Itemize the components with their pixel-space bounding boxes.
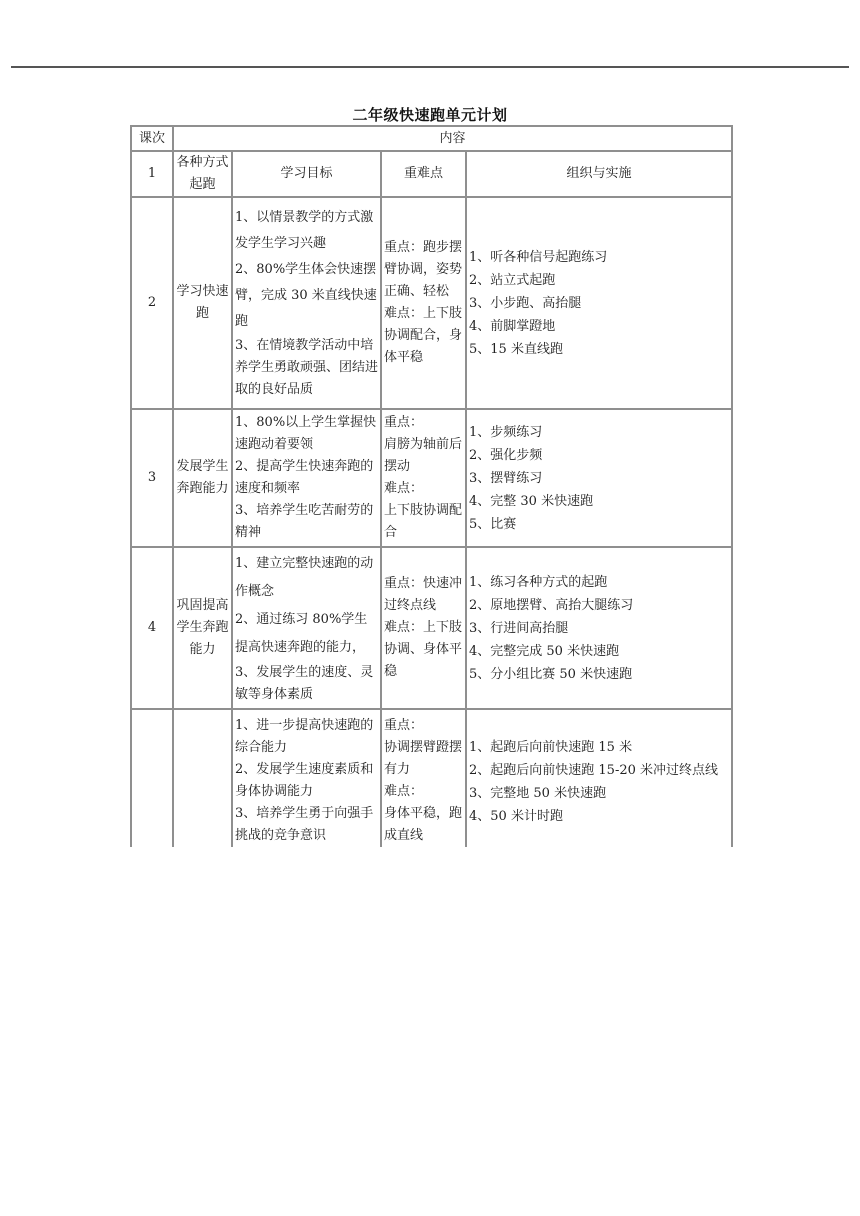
table-row: [131, 197, 732, 409]
organization-item: 5、比赛: [469, 516, 517, 532]
lesson-key-points: [381, 409, 466, 547]
goal-item: 2、提高学生快速奔跑的速度和频率: [235, 459, 374, 496]
organization-item: 4、完整完成 50 米快速跑: [469, 643, 620, 659]
lesson-topic: [173, 709, 232, 847]
lesson-key-points: [381, 709, 466, 847]
goal-item: 3、培养学生勇于向强手挑战的竞争意识: [235, 805, 374, 843]
goal-item: 2、80%学生体会快速摆臂，完成 30 米直线快速跑: [235, 262, 377, 329]
key-point-item: 上下肢协调配合: [384, 503, 463, 540]
organization-item: 3、摆臂练习: [469, 470, 543, 486]
lesson-number: [131, 709, 173, 847]
organization-item: 5、分小组比赛 50 米快速跑: [469, 666, 633, 682]
header-lesson: 课次: [131, 126, 173, 151]
key-point-item: 难点：上下肢协调、身体平稳: [384, 620, 463, 679]
lesson-organization: [466, 709, 732, 847]
table-row: [131, 547, 732, 709]
organization-item: 3、小步跑、高抬腿: [469, 295, 582, 311]
key-point-item: 重点：: [384, 717, 424, 733]
table-row: [131, 409, 732, 547]
lesson-number: 2: [131, 197, 173, 409]
subheader-goals: 学习目标: [232, 151, 381, 197]
key-point-item: 重点：: [384, 415, 424, 430]
lesson-goals: [232, 709, 381, 847]
goal-item: 2、发展学生速度素质和身体协调能力: [235, 761, 374, 799]
goal-item: 2、通过练习 80%学生提高快速奔跑的能力，: [235, 612, 368, 655]
table-row: [131, 151, 732, 197]
goal-item: 3、培养学生吃苦耐劳的精神: [235, 503, 374, 540]
lesson-number: 3: [131, 409, 173, 547]
table-row: [131, 709, 732, 847]
header-content: 内容: [173, 126, 732, 151]
lesson-topic: 学习快速跑: [173, 197, 232, 409]
subheader-key-points: 重难点: [381, 151, 466, 197]
organization-item: 2、原地摆臂、高抬大腿练习: [469, 597, 634, 613]
organization-item: 1、起跑后向前快速跑 15 米: [469, 740, 633, 755]
goal-item: 1、进一步提高快速跑的综合能力: [235, 717, 374, 755]
document-title: 二年级快速跑单元计划: [352, 106, 508, 124]
organization-item: 2、强化步频: [469, 447, 543, 463]
key-point-item: 难点：: [384, 783, 424, 799]
key-point-item: 难点：上下肢协调配合，身体平稳: [384, 306, 463, 365]
lesson-key-points: [381, 547, 466, 709]
header-row: [131, 126, 732, 151]
key-point-item: 肩膀为轴前后摆动: [384, 437, 463, 474]
lesson-organization: [466, 547, 732, 709]
lesson-organization: [466, 197, 732, 409]
lesson-topic: 各种方式起跑: [173, 151, 232, 197]
organization-item: 3、行进间高抬腿: [469, 620, 569, 636]
key-point-item: 身体平稳，跑成直线: [384, 805, 463, 843]
lesson-goals: [232, 547, 381, 709]
top-divider: [11, 66, 849, 68]
organization-item: 2、起跑后向前快速跑 15-20 米冲过终点线: [469, 763, 719, 778]
lesson-topic: 巩固提高学生奔跑能力: [173, 547, 232, 709]
lesson-goals: [232, 409, 381, 547]
organization-item: 4、前脚掌蹬地: [469, 318, 556, 334]
organization-item: 1、练习各种方式的起跑: [469, 574, 608, 590]
organization-item: 2、站立式起跑: [469, 272, 556, 288]
lesson-goals: [232, 197, 381, 409]
key-point-item: 重点：快速冲过终点线: [384, 576, 463, 613]
key-point-item: 协调摆臂蹬摆有力: [384, 739, 463, 777]
organization-item: 4、50 米计时跑: [469, 809, 563, 824]
goal-item: 1、建立完整快速跑的动作概念: [235, 556, 374, 599]
organization-item: 3、完整地 50 米快速跑: [469, 786, 607, 801]
subheader-organization: 组织与实施: [466, 151, 732, 197]
key-point-item: 重点：跑步摆臂协调，姿势正确、轻松: [384, 240, 463, 299]
lesson-key-points: [381, 197, 466, 409]
goal-item: 1、以情景教学的方式激发学生学习兴趣: [235, 210, 374, 251]
lesson-organization: [466, 409, 732, 547]
goal-item: 3、在情境教学活动中培养学生勇敢顽强、团结进取的良好品质: [235, 338, 379, 397]
lesson-number: 4: [131, 547, 173, 709]
goal-item: 3、发展学生的速度、灵敏等身体素质: [235, 665, 374, 702]
organization-item: 4、完整 30 米快速跑: [469, 493, 594, 509]
key-point-item: 难点：: [384, 481, 424, 496]
unit-plan-table: [130, 125, 733, 847]
organization-item: 1、听各种信号起跑练习: [469, 249, 608, 265]
lesson-topic: 发展学生奔跑能力: [173, 409, 232, 547]
lesson-number: 1: [131, 151, 173, 197]
goal-item: 1、80%以上学生掌握快速跑动着要领: [235, 415, 377, 452]
organization-item: 5、15 米直线跑: [469, 341, 563, 357]
organization-item: 1、步频练习: [469, 424, 543, 440]
